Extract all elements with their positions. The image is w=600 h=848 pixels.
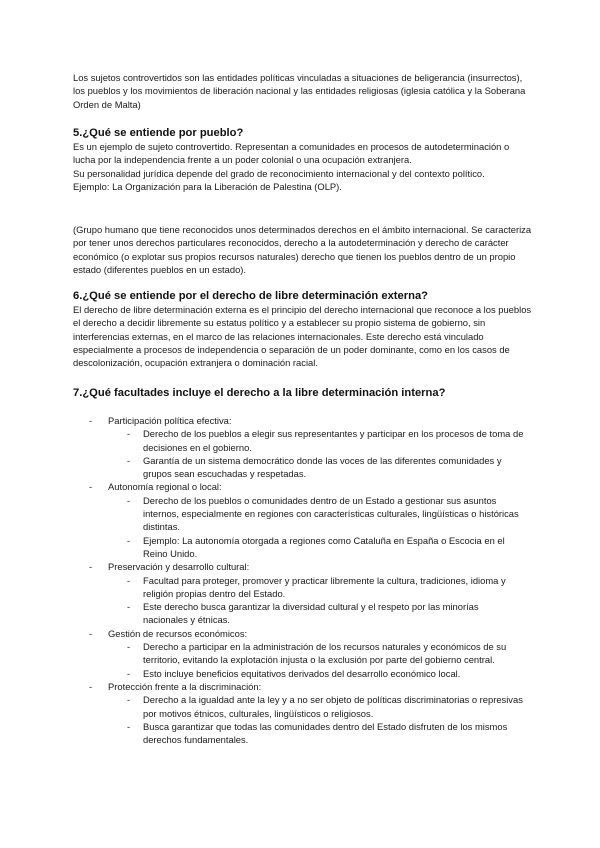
list-item-label: Preservación y desarrollo cultural: <box>108 561 250 573</box>
question-5-paragraph-1: Es un ejemplo de sujeto controvertido. Representan a comunidades en procesos de autodeterminación o lucha por la independencia frente a un poder colonial o una ocupación extranjera. <box>73 141 510 166</box>
sub-item-text: Esto incluye beneficios equitativos derivados del desarrollo económico local. <box>143 667 461 679</box>
question-5-paragraph-4: (Grupo humano que tiene reconocidos unos determinados derechos en el ámbito internacional. Se caracteriza por tener unos derechos particulares reconocidos, derecho a la autodeterminación y derecho de carácter económico (o explotar sus propios recursos naturales) derecho que tienen los pueblos dentro de un propio estado (diferentes pueblos en un estado). <box>73 224 532 275</box>
question-5-note <box>73 223 533 276</box>
list-item-label: Protección frente a la discriminación: <box>108 680 262 692</box>
sub-item-text: Garantía de un sistema democrático donde las voces de las diferentes comunidades y grupos sean escuchadas y respetadas. <box>143 454 502 480</box>
bullet-dash: - <box>127 641 131 653</box>
bullet-dash: - <box>89 481 93 493</box>
bullet-dash: - <box>89 415 93 426</box>
bullet-dash: - <box>127 720 131 732</box>
list-item-economic-resources <box>73 627 533 640</box>
sub-item <box>73 494 533 534</box>
sub-item-text: Facultad para proteger, promover y practicar libremente la cultura, tradiciones, idioma y religión propias dentro del Estado. <box>143 574 506 599</box>
bullet-dash: - <box>127 694 131 706</box>
question-6-section <box>73 289 533 369</box>
intro-paragraph: Los sujetos controvertidos son las entidades políticas vinculadas a situaciones de beligerancia (insurrectos), los pueblos y los movimientos de liberación nacional y las entidades religiosas (iglesia católica y la Soberana Orden de Malta) <box>73 72 526 110</box>
sub-item-text: Ejemplo: La autonomía otorgada a regiones como Cataluña en España o Escocia en el Reino Unido. <box>143 534 505 559</box>
question-7-section <box>73 386 533 400</box>
sub-item-text: Derecho de los pueblos o comunidades dentro de un Estado a gestionar sus asuntos internos, especialmente en regiones con características culturales, lingüísticas o históricas distintas. <box>143 494 519 533</box>
faculties-list <box>73 414 533 746</box>
sub-item <box>73 693 533 720</box>
question-5-section <box>73 126 533 193</box>
list-item-anti-discrimination <box>73 680 533 693</box>
question-5-paragraph-3: Ejemplo: La Organización para la Liberación de Palestina (OLP). <box>73 180 342 192</box>
question-6-heading: 6.¿Qué se entiende por el derecho de libre determinación externa? <box>73 290 428 302</box>
sub-item <box>73 454 533 481</box>
sub-item <box>73 667 533 680</box>
bullet-dash: - <box>127 601 131 613</box>
intro-section <box>73 71 533 111</box>
sub-item <box>73 640 533 667</box>
bullet-dash: - <box>127 494 131 506</box>
question-6-paragraph: El derecho de libre determinación externa es el principio del derecho internacional que reconoce a los pueblos el derecho a decidir libremente su estatus político y a establecer su propio sistema de gobierno, sin interferencias externas, en el marco de las relaciones internacionales. Este derecho está vinculado especialmente a procesos de independencia o separación de un poder dominante, como en los casos de descolonización, ocupación extranjera o dominación racial. <box>73 304 532 369</box>
sub-item <box>73 720 533 747</box>
list-item-label: Participación política efectiva: <box>108 415 232 426</box>
bullet-dash: - <box>127 454 131 466</box>
bullet-dash: - <box>89 627 93 639</box>
bullet-dash: - <box>127 534 131 546</box>
list-item-label: Autonomía regional o local: <box>108 481 222 493</box>
question-5-heading: 5.¿Qué se entiende por pueblo? <box>73 127 244 139</box>
bullet-dash: - <box>127 428 131 440</box>
sub-item <box>73 600 533 627</box>
list-item-label: Gestión de recursos económicos: <box>108 627 248 639</box>
bullet-dash: - <box>89 680 93 692</box>
question-5-paragraph-2: Su personalidad jurídica depende del grado de reconocimiento internacional y del contexto político. <box>73 167 485 179</box>
bullet-dash: - <box>127 574 131 586</box>
list-item-political-participation <box>73 414 533 427</box>
sub-item <box>73 534 533 561</box>
sub-item <box>73 574 533 601</box>
sub-item-text: Busca garantizar que todas las comunidades dentro del Estado disfruten de los mismos derechos fundamentales. <box>143 720 508 746</box>
sub-item-text: Este derecho busca garantizar la diversidad cultural y el respeto por las minorías nacionales y étnicas. <box>143 601 479 626</box>
sub-item-text: Derecho a la igualdad ante la ley y a no ser objeto de políticas discriminatorias o represivas por motivos étnicos, culturales, lingüísticos o religiosos. <box>143 694 523 719</box>
sub-item-text: Derecho a participar en la administración de los recursos naturales y económicos de su territorio, evitando la explotación injusta o la exclusión por parte del gobierno central. <box>143 641 507 666</box>
sub-item <box>73 427 533 454</box>
bullet-dash: - <box>89 561 93 573</box>
question-7-heading: 7.¿Qué facultades incluye el derecho a la libre determinación interna? <box>73 387 446 399</box>
list-item-regional-autonomy <box>73 480 533 493</box>
sub-item-text: Derecho de los pueblos a elegir sus representantes y participar en los procesos de toma de decisiones en el gobierno. <box>143 428 524 453</box>
list-item-cultural-development <box>73 560 533 573</box>
bullet-dash: - <box>127 667 131 679</box>
